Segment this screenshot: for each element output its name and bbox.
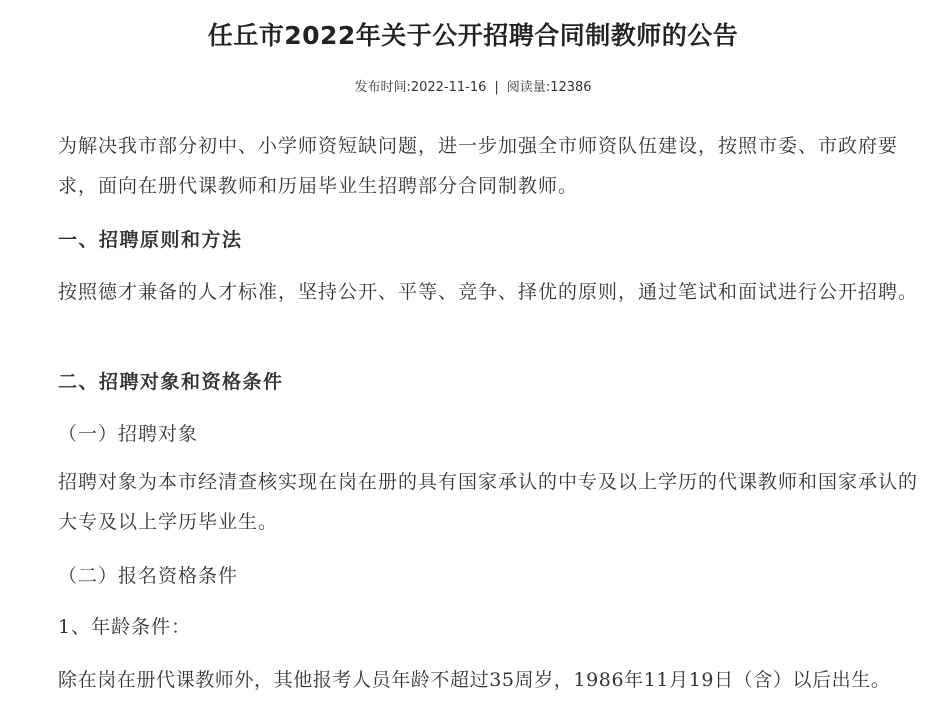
published-label: 发布时间: (354, 80, 411, 95)
section-heading-principles: 一、招聘原则和方法 (58, 229, 243, 251)
views-count: 12386 (550, 80, 592, 95)
item-age-condition: 1、年龄条件： (58, 616, 192, 638)
targets-paragraph: 招聘对象为本市经清查核实现在岗在册的具有国家承认的中专及以上学历的代课教师和国家承认的大专及以上学历毕业生。 (58, 471, 919, 533)
meta-separator: | (494, 80, 499, 95)
intro-paragraph: 为解决我市部分初中、小学师资短缺问题，进一步加强全市师资队伍建设，按照市委、市政府要求，面向在册代课教师和历届毕业生招聘部分合同制教师。 (58, 135, 899, 197)
principles-paragraph: 按照德才兼备的人才标准，坚持公开、平等、竞争、择优的原则，通过笔试和面试进行公开招聘。 (58, 281, 919, 303)
age-paragraph: 除在岗在册代课教师外，其他报考人员年龄不超过35周岁，1986年11月19日（含）以后出生。 (58, 669, 891, 691)
views-label: 阅读量: (506, 80, 551, 95)
published-date: 2022-11-16 (410, 80, 487, 95)
article-meta (0, 76, 946, 95)
subheading-targets: （一）招聘对象 (58, 423, 199, 445)
section-heading-eligibility: 二、招聘对象和资格条件 (58, 371, 284, 393)
article-title: 任丘市2022年关于公开招聘合同制教师的公告 (207, 21, 739, 50)
subheading-requirements: （二）报名资格条件 (58, 565, 239, 587)
